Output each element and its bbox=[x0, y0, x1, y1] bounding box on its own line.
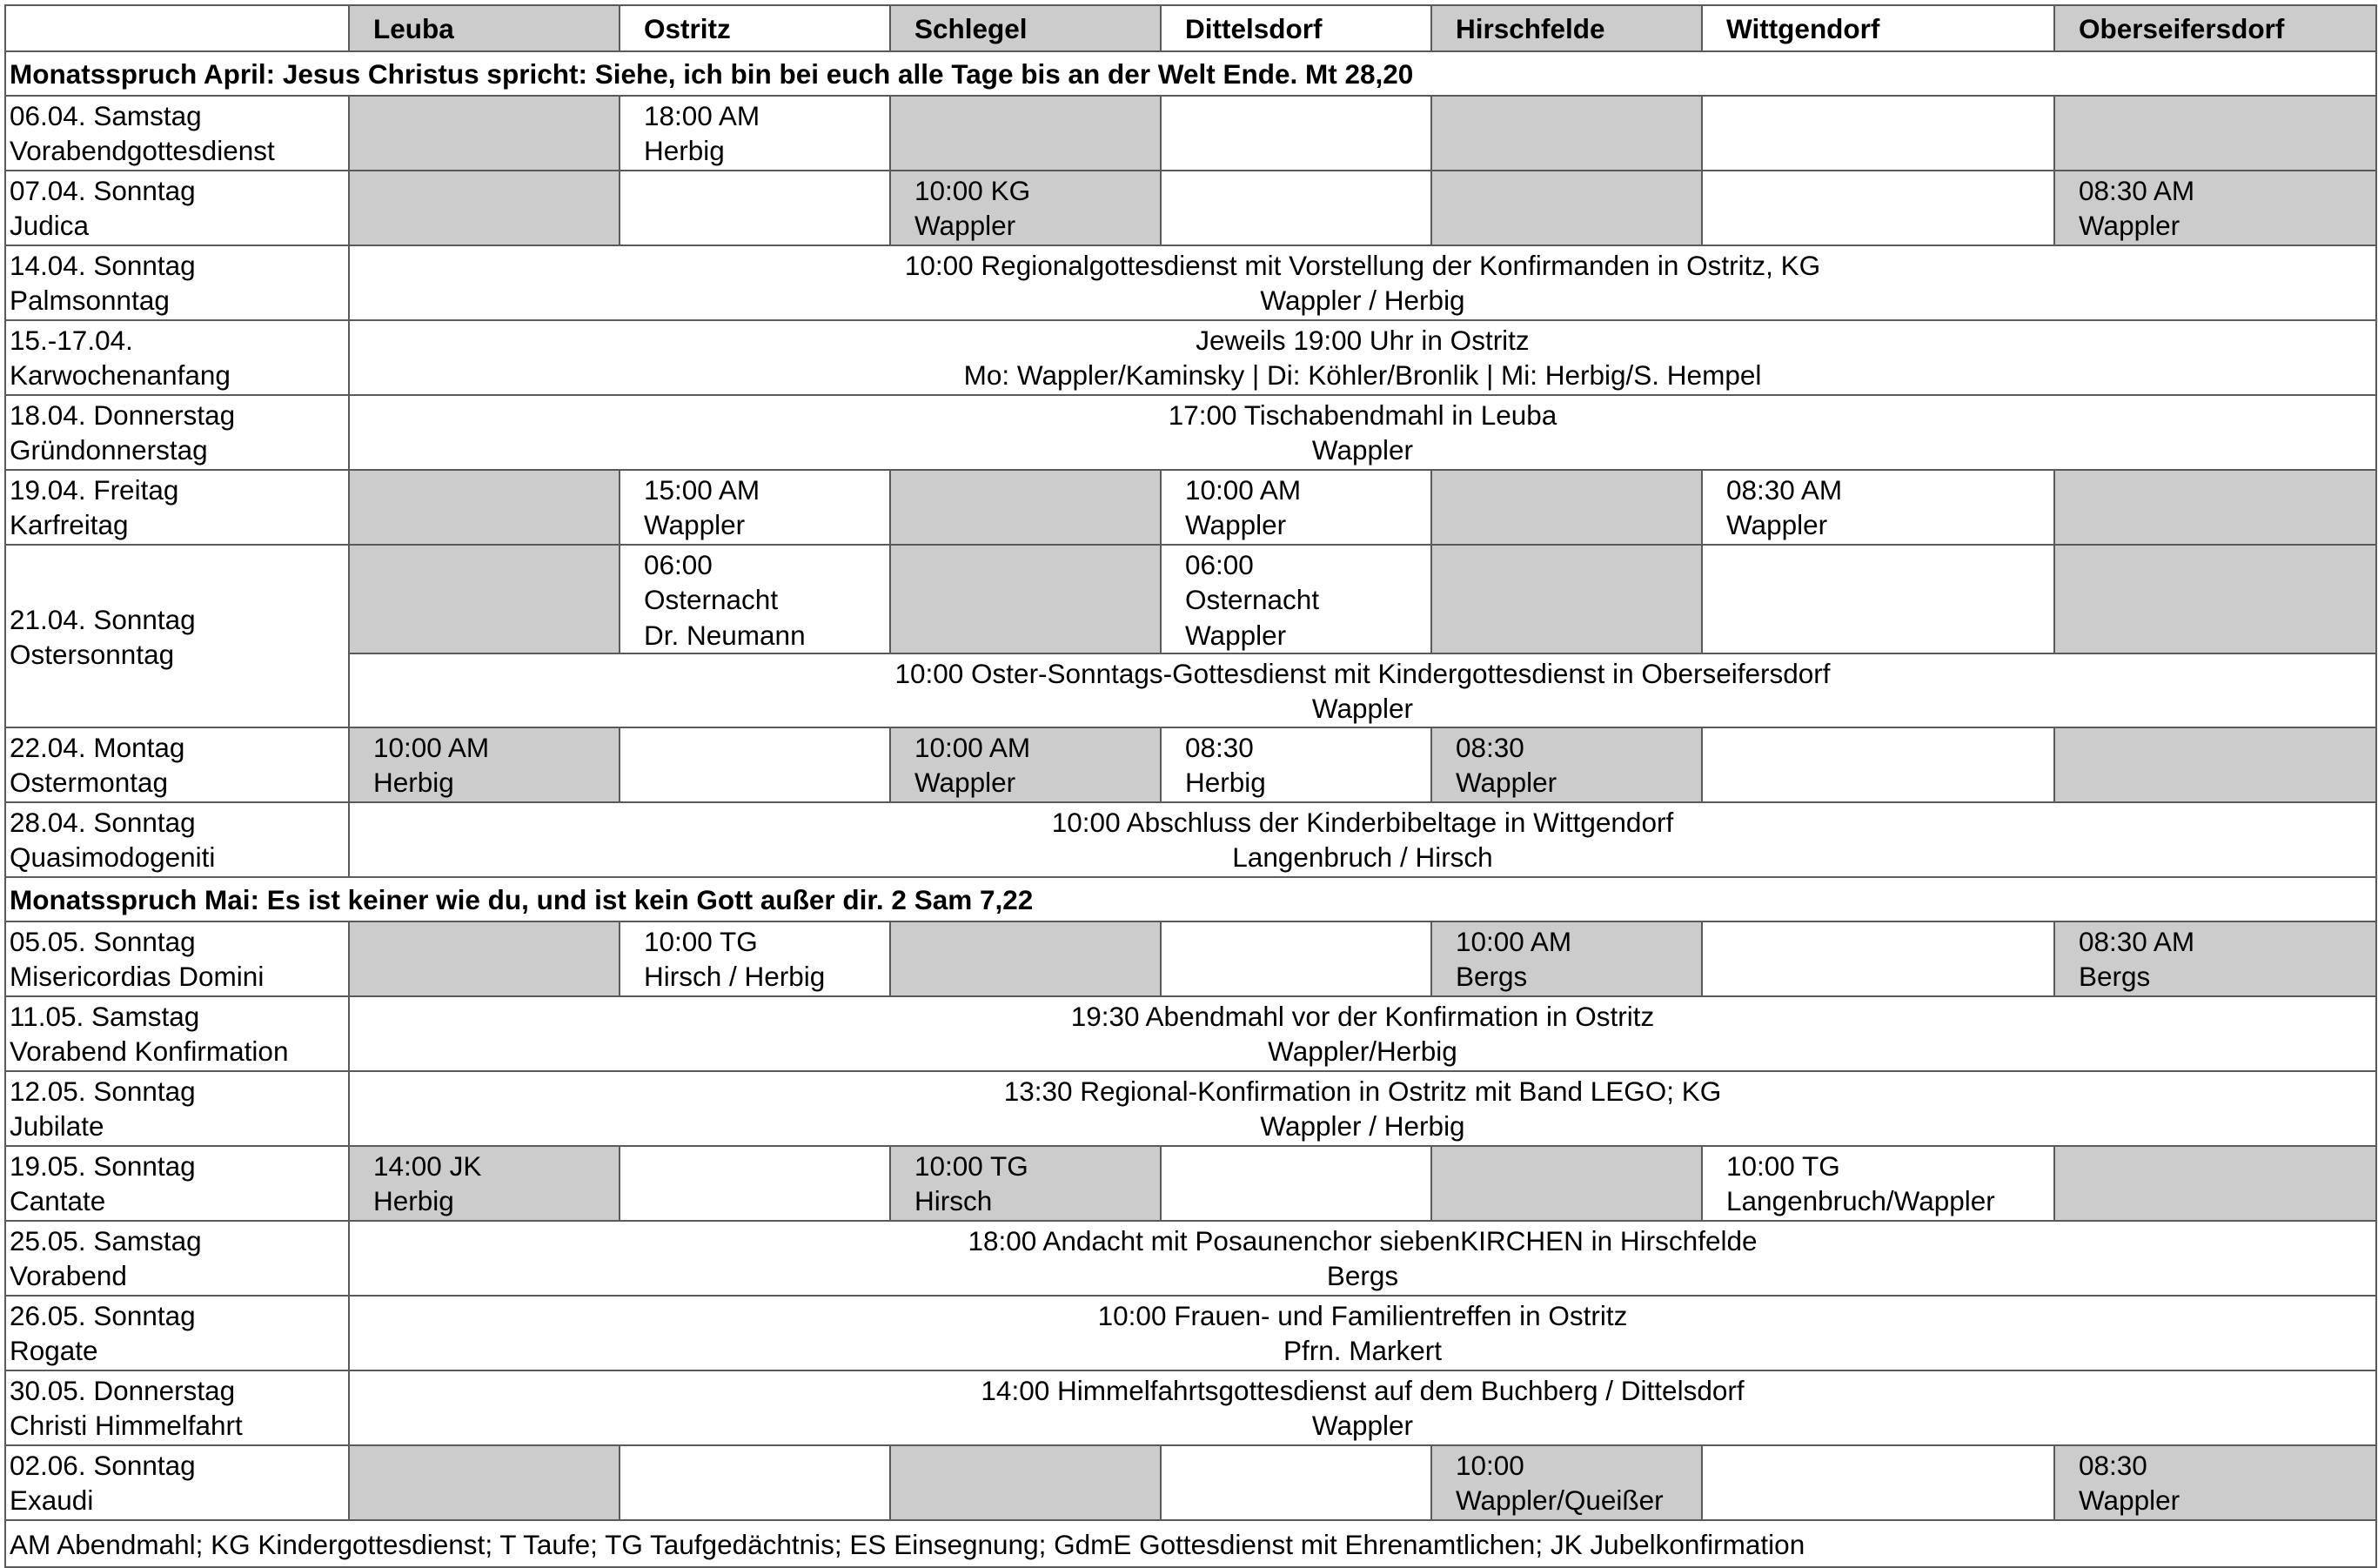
date-cell bbox=[5, 470, 349, 545]
cell-line: Wappler bbox=[1185, 509, 1287, 541]
cell-line: Langenbruch/Wappler bbox=[1726, 1185, 1995, 1217]
cell-dittelsdorf bbox=[1161, 921, 1431, 996]
cell-line: Wappler bbox=[1726, 509, 1828, 541]
joint-service-cell bbox=[349, 1071, 2376, 1146]
joint-service-cell bbox=[349, 802, 2376, 877]
service-name: Christi Himmelfahrt bbox=[10, 1410, 243, 1442]
cell-leuba bbox=[349, 470, 620, 545]
cell-wittgendorf bbox=[1702, 545, 2054, 653]
joint-service-text: 10:00 Abschluss der Kinderbibeltage in Wittgendorf bbox=[1051, 806, 1674, 838]
table-row bbox=[5, 320, 2376, 395]
date-label: 19.04. Freitag bbox=[10, 474, 179, 506]
date-cell bbox=[5, 1221, 349, 1296]
date-cell bbox=[5, 1071, 349, 1146]
joint-service-pastor: Langenbruch / Hirsch bbox=[1232, 841, 1493, 874]
cell-line: Dr. Neumann bbox=[644, 619, 806, 651]
cell-hirschfelde bbox=[1431, 545, 1702, 653]
date-label: 12.05. Sonntag bbox=[10, 1075, 196, 1107]
date-cell bbox=[5, 727, 349, 802]
joint-service-cell bbox=[349, 245, 2376, 320]
cell-dittelsdorf bbox=[1161, 1445, 1431, 1520]
service-name: Rogate bbox=[10, 1335, 98, 1367]
cell-hirschfelde bbox=[1431, 1445, 1702, 1520]
date-label: 05.05. Sonntag bbox=[10, 925, 196, 957]
cell-line: 08:30 AM bbox=[2079, 925, 2195, 957]
cell-line: 14:00 JK bbox=[373, 1149, 482, 1182]
cell-oberseifersdorf bbox=[2054, 470, 2376, 545]
joint-service-cell bbox=[349, 653, 2376, 727]
cell-schlegel bbox=[890, 921, 1161, 996]
joint-service-cell bbox=[349, 1370, 2376, 1445]
joint-service-pastor: Wappler / Herbig bbox=[1260, 1110, 1465, 1142]
legend-row bbox=[5, 1520, 2376, 1567]
cell-wittgendorf bbox=[1702, 921, 2054, 996]
cell-line: Herbig bbox=[373, 767, 454, 799]
schedule-document bbox=[4, 4, 2375, 1560]
cell-oberseifersdorf bbox=[2054, 1445, 2376, 1520]
cell-hirschfelde bbox=[1431, 96, 1702, 171]
cell-ostritz bbox=[620, 171, 890, 245]
cell-ostritz bbox=[620, 921, 890, 996]
date-cell bbox=[5, 171, 349, 245]
cell-dittelsdorf bbox=[1161, 545, 1431, 653]
joint-service-pastor: Wappler bbox=[1311, 434, 1414, 466]
cell-line: 10:00 AM bbox=[1456, 925, 1572, 957]
header-oberseifersdorf: Oberseifersdorf bbox=[2054, 5, 2376, 51]
cell-line: 10:00 TG bbox=[914, 1149, 1028, 1182]
date-label: 07.04. Sonntag bbox=[10, 175, 196, 206]
joint-service-pastor: Wappler / Herbig bbox=[1260, 285, 1465, 317]
cell-schlegel bbox=[890, 727, 1161, 802]
joint-service-pastor: Wappler bbox=[1311, 1410, 1414, 1442]
date-label: 02.06. Sonntag bbox=[10, 1449, 196, 1481]
service-name: Ostermontag bbox=[10, 767, 169, 799]
monatsspruch-april: Monatsspruch April: Jesus Christus spricht: Siehe, ich bin bei euch alle Tage bis an der Welt Ende. Mt 28,20 bbox=[5, 51, 2376, 96]
service-name: Karfreitag bbox=[10, 509, 129, 541]
cell-oberseifersdorf bbox=[2054, 171, 2376, 245]
banner-row-mai bbox=[5, 877, 2376, 921]
service-name: Vorabend bbox=[10, 1260, 127, 1292]
date-cell bbox=[5, 545, 349, 727]
cell-line: Wappler bbox=[2079, 1484, 2180, 1517]
joint-service-cell bbox=[349, 395, 2376, 470]
header-cell-empty bbox=[5, 5, 349, 51]
cell-line: 06:00 bbox=[1185, 549, 1254, 580]
service-schedule-table bbox=[4, 4, 2377, 1568]
cell-line: Wappler bbox=[1185, 619, 1287, 651]
date-cell bbox=[5, 921, 349, 996]
cell-leuba bbox=[349, 545, 620, 653]
cell-wittgendorf bbox=[1702, 1146, 2054, 1221]
joint-service-text: 10:00 Oster-Sonntags-Gottesdienst mit Kindergottesdienst in Oberseifersdorf bbox=[894, 657, 1831, 689]
table-row bbox=[5, 245, 2376, 320]
header-dittelsdorf: Dittelsdorf bbox=[1161, 5, 1431, 51]
header-wittgendorf: Wittgendorf bbox=[1702, 5, 2054, 51]
header-row bbox=[5, 5, 2376, 51]
cell-wittgendorf bbox=[1702, 96, 2054, 171]
joint-service-text: 17:00 Tischabendmahl in Leuba bbox=[1168, 399, 1557, 431]
cell-line: 08:30 AM bbox=[2079, 175, 2195, 206]
service-name: Exaudi bbox=[10, 1484, 94, 1517]
header-hirschfelde: Hirschfelde bbox=[1431, 5, 1702, 51]
date-cell bbox=[5, 1296, 349, 1370]
date-cell bbox=[5, 96, 349, 171]
cell-schlegel bbox=[890, 1445, 1161, 1520]
cell-dittelsdorf bbox=[1161, 96, 1431, 171]
cell-oberseifersdorf bbox=[2054, 545, 2376, 653]
abbreviation-legend: AM Abendmahl; KG Kindergottesdienst; T Taufe; TG Taufgedächtnis; ES Einsegnung; GdmE Gottesdienst mit Ehrenamtlichen; JK Jubelkonfirmation bbox=[5, 1520, 2376, 1567]
joint-service-text: 19:30 Abendmahl vor der Konfirmation in Ostritz bbox=[1070, 1000, 1655, 1032]
cell-hirschfelde bbox=[1431, 921, 1702, 996]
joint-service-pastor: Bergs bbox=[1326, 1260, 1399, 1292]
cell-schlegel bbox=[890, 545, 1161, 653]
cell-schlegel bbox=[890, 96, 1161, 171]
date-label: 06.04. Samstag bbox=[10, 100, 202, 131]
cell-line: 15:00 AM bbox=[644, 474, 760, 506]
cell-line: Bergs bbox=[2079, 961, 2151, 993]
cell-leuba bbox=[349, 727, 620, 802]
header-ostritz: Ostritz bbox=[620, 5, 890, 51]
cell-line: 08:30 bbox=[2079, 1449, 2147, 1481]
cell-dittelsdorf bbox=[1161, 171, 1431, 245]
cell-dittelsdorf bbox=[1161, 470, 1431, 545]
service-name: Palmsonntag bbox=[10, 285, 170, 317]
cell-hirschfelde bbox=[1431, 470, 1702, 545]
cell-line: 10:00 AM bbox=[373, 731, 490, 763]
joint-service-text: 18:00 Andacht mit Posaunenchor siebenKIRCHEN in Hirschfelde bbox=[968, 1224, 1758, 1256]
joint-service-pastor: Pfrn. Markert bbox=[1283, 1335, 1443, 1367]
cell-line: Herbig bbox=[1185, 767, 1266, 799]
cell-oberseifersdorf bbox=[2054, 96, 2376, 171]
date-cell bbox=[5, 1146, 349, 1221]
cell-oberseifersdorf bbox=[2054, 1146, 2376, 1221]
table-row bbox=[5, 395, 2376, 470]
service-name: Jubilate bbox=[10, 1110, 104, 1142]
cell-line: Wappler bbox=[2079, 210, 2180, 242]
cell-wittgendorf bbox=[1702, 727, 2054, 802]
date-label: 30.05. Donnerstag bbox=[10, 1374, 236, 1406]
service-name: Gründonnerstag bbox=[10, 434, 208, 466]
cell-line: Wappler bbox=[644, 509, 746, 541]
date-label: 26.05. Sonntag bbox=[10, 1299, 196, 1331]
joint-service-text: Jeweils 19:00 Uhr in Ostritz bbox=[1196, 325, 1530, 356]
date-cell bbox=[5, 802, 349, 877]
table-row bbox=[5, 171, 2376, 245]
service-name: Quasimodogeniti bbox=[10, 841, 216, 874]
cell-line: Osternacht bbox=[1185, 584, 1320, 616]
service-name: Ostersonntag bbox=[10, 638, 175, 670]
cell-line: Hirsch bbox=[914, 1185, 993, 1217]
date-label: 14.04. Sonntag bbox=[10, 250, 196, 281]
cell-ostritz bbox=[620, 1146, 890, 1221]
cell-line: Hirsch / Herbig bbox=[644, 961, 826, 993]
service-name: Cantate bbox=[10, 1185, 106, 1217]
cell-line: Herbig bbox=[644, 135, 725, 167]
table-row bbox=[5, 727, 2376, 802]
cell-hirschfelde bbox=[1431, 727, 1702, 802]
cell-line: 10:00 TG bbox=[1726, 1149, 1840, 1182]
joint-service-cell bbox=[349, 996, 2376, 1071]
service-name: Misericordias Domini bbox=[10, 961, 265, 993]
table-row bbox=[5, 921, 2376, 996]
table-row bbox=[5, 1071, 2376, 1146]
service-name: Vorabend Konfirmation bbox=[10, 1035, 289, 1068]
joint-service-pastor: Mo: Wappler/Kaminsky | Di: Köhler/Bronlik | Mi: Herbig/S. Hempel bbox=[963, 359, 1762, 392]
table-row bbox=[5, 1221, 2376, 1296]
cell-line: 08:30 bbox=[1456, 731, 1524, 763]
cell-line: Bergs bbox=[1456, 961, 1528, 993]
cell-line: Wappler bbox=[914, 210, 1016, 242]
cell-schlegel bbox=[890, 171, 1161, 245]
cell-dittelsdorf bbox=[1161, 1146, 1431, 1221]
table-row bbox=[5, 470, 2376, 545]
joint-service-pastor: Wappler bbox=[1311, 693, 1414, 725]
cell-line: Wappler/Queißer bbox=[1456, 1484, 1664, 1517]
table-row bbox=[5, 1146, 2376, 1221]
date-label: 25.05. Samstag bbox=[10, 1224, 202, 1256]
date-label: 18.04. Donnerstag bbox=[10, 399, 236, 431]
date-cell bbox=[5, 996, 349, 1071]
cell-ostritz bbox=[620, 470, 890, 545]
cell-hirschfelde bbox=[1431, 171, 1702, 245]
joint-service-pastor: Wappler/Herbig bbox=[1268, 1035, 1457, 1068]
cell-wittgendorf bbox=[1702, 1445, 2054, 1520]
cell-line: 10:00 KG bbox=[914, 175, 1031, 206]
date-label: 28.04. Sonntag bbox=[10, 806, 196, 838]
cell-schlegel bbox=[890, 1146, 1161, 1221]
cell-line: 18:00 AM bbox=[644, 100, 760, 131]
joint-service-cell bbox=[349, 1221, 2376, 1296]
table-row bbox=[5, 802, 2376, 877]
cell-line: 10:00 TG bbox=[644, 925, 758, 957]
cell-line: Herbig bbox=[373, 1185, 454, 1217]
cell-leuba bbox=[349, 921, 620, 996]
cell-ostritz bbox=[620, 1445, 890, 1520]
date-label: 22.04. Montag bbox=[10, 731, 185, 763]
cell-line: Wappler bbox=[914, 767, 1016, 799]
cell-oberseifersdorf bbox=[2054, 727, 2376, 802]
date-cell bbox=[5, 245, 349, 320]
date-label: 15.-17.04. bbox=[10, 325, 133, 356]
cell-leuba bbox=[349, 1445, 620, 1520]
cell-oberseifersdorf bbox=[2054, 921, 2376, 996]
date-label: 19.05. Sonntag bbox=[10, 1149, 196, 1182]
joint-service-text: 10:00 Frauen- und Familientreffen in Ostritz bbox=[1097, 1299, 1628, 1331]
cell-line: Wappler bbox=[1456, 767, 1557, 799]
cell-dittelsdorf bbox=[1161, 727, 1431, 802]
cell-hirschfelde bbox=[1431, 1146, 1702, 1221]
joint-service-text: 13:30 Regional-Konfirmation in Ostritz mit Band LEGO; KG bbox=[1003, 1075, 1722, 1107]
joint-service-text: 14:00 Himmelfahrtsgottesdienst auf dem Buchberg / Dittelsdorf bbox=[981, 1374, 1745, 1406]
cell-leuba bbox=[349, 96, 620, 171]
cell-line: 06:00 bbox=[644, 549, 713, 580]
date-label: 11.05. Samstag bbox=[10, 1000, 200, 1032]
date-cell bbox=[5, 320, 349, 395]
table-row bbox=[5, 96, 2376, 171]
cell-line: 08:30 AM bbox=[1726, 474, 1843, 506]
date-label: 21.04. Sonntag bbox=[10, 603, 196, 635]
header-leuba: Leuba bbox=[349, 5, 620, 51]
date-cell bbox=[5, 1445, 349, 1520]
cell-ostritz bbox=[620, 96, 890, 171]
cell-line: 10:00 AM bbox=[914, 731, 1031, 763]
date-cell bbox=[5, 1370, 349, 1445]
table-row bbox=[5, 996, 2376, 1071]
table-row bbox=[5, 1296, 2376, 1370]
joint-service-text: 10:00 Regionalgottesdienst mit Vorstellung der Konfirmanden in Ostritz, KG bbox=[904, 250, 1821, 281]
joint-service-cell bbox=[349, 1296, 2376, 1370]
table-row bbox=[5, 1370, 2376, 1445]
cell-line: 10:00 AM bbox=[1185, 474, 1302, 506]
banner-row-april bbox=[5, 51, 2376, 96]
service-name: Judica bbox=[10, 210, 90, 242]
joint-service-cell bbox=[349, 320, 2376, 395]
cell-line: 10:00 bbox=[1456, 1449, 1524, 1481]
cell-leuba bbox=[349, 171, 620, 245]
cell-ostritz bbox=[620, 727, 890, 802]
table-row bbox=[5, 1445, 2376, 1520]
service-name: Vorabendgottesdienst bbox=[10, 135, 275, 167]
cell-leuba bbox=[349, 1146, 620, 1221]
cell-wittgendorf bbox=[1702, 470, 2054, 545]
table-row bbox=[5, 545, 2376, 653]
monatsspruch-mai: Monatsspruch Mai: Es ist keiner wie du, und ist kein Gott außer dir. 2 Sam 7,22 bbox=[5, 877, 2376, 921]
cell-wittgendorf bbox=[1702, 171, 2054, 245]
cell-ostritz bbox=[620, 545, 890, 653]
cell-line: 08:30 bbox=[1185, 731, 1254, 763]
date-cell bbox=[5, 395, 349, 470]
cell-schlegel bbox=[890, 470, 1161, 545]
header-schlegel: Schlegel bbox=[890, 5, 1161, 51]
table-row bbox=[5, 653, 2376, 727]
service-name: Karwochenanfang bbox=[10, 359, 231, 392]
cell-line: Osternacht bbox=[644, 584, 779, 616]
